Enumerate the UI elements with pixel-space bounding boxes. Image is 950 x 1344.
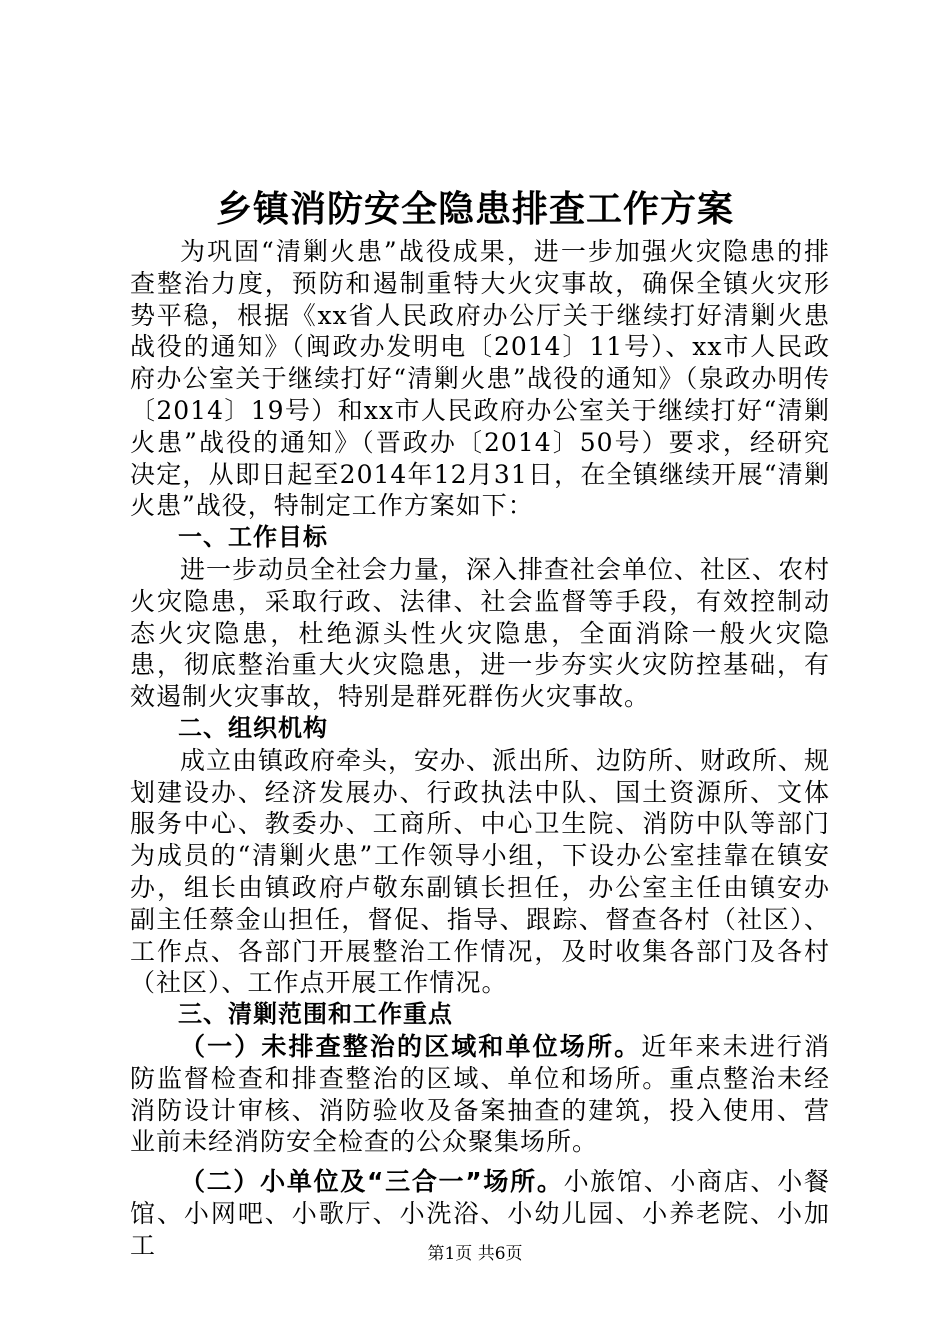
document-body xyxy=(130,236,830,1262)
intro-paragraph: 为巩固“清剿火患”战役成果，进一步加强火灾隐患的排查整治力度，预防和遏制重特大火灾事故，确保全镇火灾形势平稳，根据《xx省人民政府办公厅关于继续打好清剿火患战役的通知》（闽政办发明电〔2014〕11号）、xx市人民政府办公室关于继续打好“清剿火患”战役的通知》（泉政办明传〔2014〕19号）和xx市人民政府办公室关于继续打好“清剿火患”战役的通知》（晋政办〔2014〕50号）要求，经研究决定，从即日起至2014年12月31日，在全镇继续开展“清剿火患”战役，特制定工作方案如下： xyxy=(130,237,830,521)
section-paragraph-goals: 进一步动员全社会力量，深入排查社会单位、社区、农村火灾隐患，采取行政、法律、社会监督等手段，有效控制动态火灾隐患，杜绝源头性火灾隐患，全面消除一般火灾隐患，彻底整治重大火灾隐患，进一步夯实火灾防控基础，有效遏制火灾事故，特别是群死群伤火灾事故。 xyxy=(130,554,831,712)
scope-item-1-label: （一）未排查整治的区域和单位场所。 xyxy=(180,1031,642,1061)
scope-item-2-text: 小旅馆、小商店、小餐馆、小网吧、小歌厅、小洗浴、小幼儿园、小养老院、小加工 xyxy=(130,1167,830,1260)
section-paragraph-organization: 成立由镇政府牵头，安办、派出所、边防所、财政所、规划建设办、经济发展办、行政执法中队、国土资源所、文体服务中心、教委办、工商所、中心卫生院、消防中队等部门为成员的“清剿火患”工作领导小组，下设办公室挂靠在镇安办，组长由镇政府卢敬东副镇长担任，办公室主任由镇安办副主任蔡金山担任，督促、指导、跟踪、督查各村（社区）、工作点、各部门开展整治工作情况，及时收集各部门及各村（社区）、工作点开展工作情况。 xyxy=(130,745,831,998)
document-title: 乡镇消防安全隐患排查工作方案 xyxy=(215,189,734,230)
scope-item-1 xyxy=(130,1031,830,1158)
section-heading-scope: 三、清剿范围和工作重点 xyxy=(178,1000,453,1029)
section-heading-goals: 一、工作目标 xyxy=(178,523,328,552)
scope-item-1-text: 近年来未进行消防监督检查和排查整治的区域、单位和场所。重点整治未经消防设计审核、消防验收及备案抽查的建筑，投入使用、营业前未经消防安全检查的公众聚集场所。 xyxy=(130,1031,830,1157)
scope-item-2-label: （二）小单位及“三合一”场所。 xyxy=(180,1167,564,1197)
page-footer: 第1页 共6页 xyxy=(427,1244,523,1264)
section-heading-organization: 二、组织机构 xyxy=(178,713,328,742)
